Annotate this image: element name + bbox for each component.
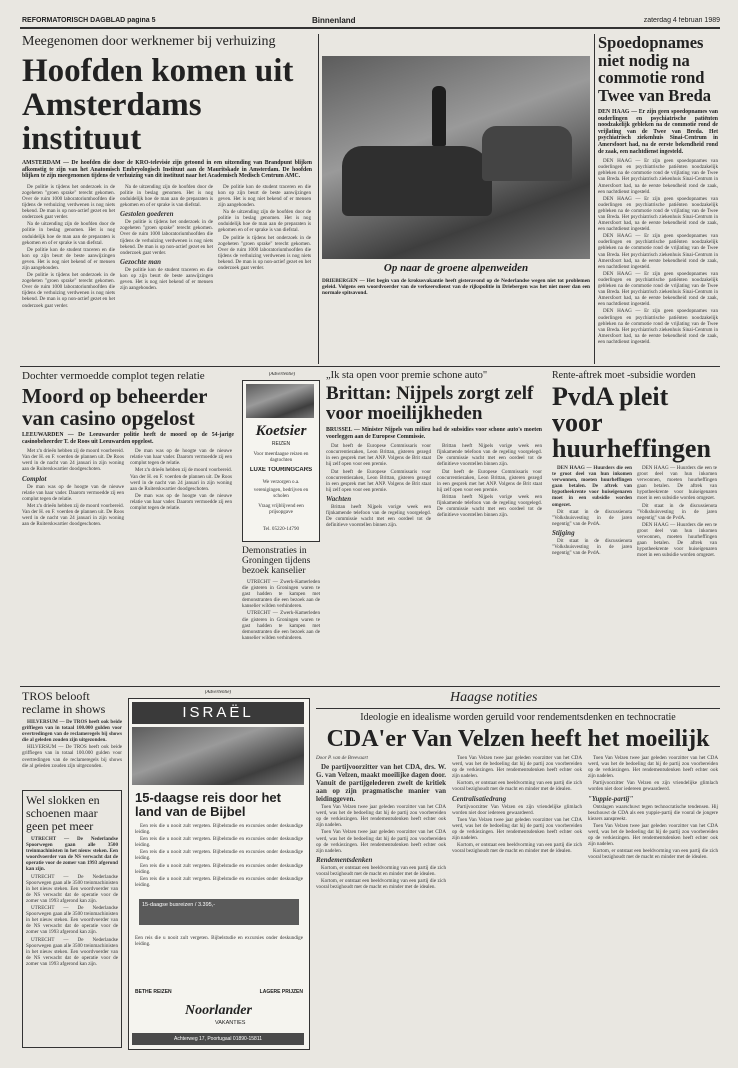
article-body-p: UTRECHT — De Nederlandse Spoorwegen gaan alle 3500 treinmachinisten in het nieuw steken. Een woordvoerder van de NS verwacht dat de operatie voor de zomer van 1993 afgerond kan zijn. xyxy=(26,936,118,967)
article-headline: TROS belooft reclame in shows xyxy=(22,690,106,716)
article-body: Toen Van Velzen twee jaar geleden voorzitter van het CDA werd, was het de bedoeling dat hij de partij zou voorbereiden op de verkiezingen. Het rendementsdenken heeft echter ook zijn nadelen. xyxy=(316,804,446,829)
article-subhead-2: Centralisatiedrang xyxy=(452,794,507,803)
article-body xyxy=(22,719,122,769)
article-body-2: Dat heeft de Europese Commissaris voor concurrentiezaken, Leon Brittan, gisteren gezegd in een gesprek met het ANP. Volgens de Brit staat hij zelf open voor een premie. xyxy=(326,468,431,493)
article-body xyxy=(26,836,118,967)
article-body xyxy=(598,158,718,345)
article-body-p: UTRECHT — De Nederlandse Spoorwegen gaan alle 3500 treinmachinisten in het nieuw steken. Een woordvoerder van de NS verwacht dat de operatie voor de zomer van 1993 afgerond kan zijn. xyxy=(26,873,118,904)
article-body-p: DEN HAAG — Er zijn geen spoedopnames van ouderlingen en psychiatrische patiënten noodzakelijk gebleken na de commotie rond de vrijlating van de Twee van Breda. Het psychiatrisch ziekenhuis Sinai-Centrum in Amersfoort had, na de eerste bekendheid rond de zaak, een nachtdienst ingesteld. xyxy=(598,233,718,270)
ad-address: Achterweg 17, Poortugaal 01890-15811 xyxy=(173,1036,263,1042)
ad-israel[interactable] xyxy=(128,698,310,1050)
ad-brand-sub: REIZEN xyxy=(271,441,291,447)
article-body-3: De politie kon de student traceren en die kon op zijn beurt de beste aanwijzingen geven. Het is nog niet bekend of er mensen zijn aangehouden. xyxy=(22,246,115,271)
article-body-4: Ontslagen waarschuwt tegen technocratische tendensen. Hij beschouwt de CDA als een yuppie-partij die vooral de jongere kiezers aanspreekt. xyxy=(588,803,718,822)
article-lead: LEEUWARDEN — De Leeuwarder politie heeft de moord op de 54-jarige casinobeheerder T. de Roos uit Leeuwarden opgelost. xyxy=(22,432,234,445)
article-body-3: Partijvoorzitter Van Velzen en zijn vriendelijke glimlach worden niet door iedereen gewaardeerd. xyxy=(452,803,582,816)
ad-footer-2: LAGERE PRIJZEN xyxy=(259,989,303,995)
article-body-cont3: DEN HAAG — Huurders die een te groot deel van hun inkomen verwonnen, moeten huurheffingen gaan betalen. De aftrek van hypotheekrente voor huiseigenaren moet in een subsidie worden omgezet. xyxy=(637,521,717,559)
article-body-4b: Toen Van Velzen twee jaar geleden voorzitter van het CDA werd, was het de bedoeling dat hij de partij zou voorbereiden op de verkiezingen. Het rendementsdenken heeft echter ook zijn nadelen. xyxy=(588,822,718,848)
article-body-cont3: Toen Van Velzen twee jaar geleden voorzitter van het CDA werd, was het de bedoeling dat hij de partij zou voorbereiden op de verkiezingen. Het rendementsdenken heeft echter ook zijn nadelen. xyxy=(588,755,718,780)
page-header-section: Binnenland xyxy=(312,16,356,25)
article-headline-2: Amsterdams instituut xyxy=(22,87,202,157)
article-body-col1 xyxy=(22,184,115,310)
ad-label: (Advertentie) xyxy=(204,690,232,695)
article-body-p: DEN HAAG — Er zijn geen spoedopnames van ouderlingen en psychiatrische patiënten noodzakelijk gebleken na de commotie rond de vrijlating van de Twee van Breda. Het psychiatrisch ziekenhuis Sinai-Centrum in Amersfoort had, na de eerste bekendheid rond de zaak, een nachtdienst ingesteld. xyxy=(598,195,718,233)
article-body-3: Met z'n drieën hebben zij de moord voorbereid. Van der H. en F. voerden de plannen uit. De Roos werd in de nacht van 24 januari in zijn woning aan de Ruiterskwartier doodgeschoten. xyxy=(22,502,124,528)
article-headline: Demonstraties in Groningen tijdens bezoek kanselier xyxy=(242,546,311,576)
haagse-notities-banner: Haagse notities xyxy=(450,690,538,705)
divider xyxy=(316,708,720,709)
article-body: De politie is tijdens het onderzoek in de zogeheten "groen sprake" terecht gekomen. Over de ruim 1000 laboratoriumhoofden die tijdens de verhuizing verdwenen is nog niets bekend. De man is op non-actief gezet en het onderzoek gaat verder. xyxy=(22,183,115,221)
article-body-col2 xyxy=(130,448,232,528)
ad-label: (Advertentie) xyxy=(268,372,296,377)
article-body-col2 xyxy=(437,443,542,529)
article-body-cont2: De politie is tijdens het onderzoek in de zogeheten "groen sprake" terecht gekomen. Over de ruim 1000 laboratoriumhoofden die tijdens de verhuizing verdwenen is nog niets bekend. De man is op non-actief gezet en het onderzoek gaat verder. xyxy=(120,219,213,256)
article-body-cont: Brittan heeft Nijpels vorige week een fijnkamende telefoon van de regeling voorgelegd. De commissie wacht met een oordeel tot de definitieve voorstellen binnen zijn. xyxy=(437,443,542,468)
ad-footer-1: BETHE REIZEN xyxy=(135,989,172,995)
ad-brand: Koetsier xyxy=(255,423,307,439)
page-header-left: REFORMATORISCH DAGBLAD pagina 5 xyxy=(22,17,156,24)
article-body-2: Na de uitzending zijn de hoofden door de politie in beslag genomen. Het is nog onduidelijk hoe de man aan de preparaten is gekomen en of er sprake is van diefstal. xyxy=(22,221,115,246)
ad-title: 15-daagse reis door het land van de Bijbel xyxy=(135,791,281,819)
ad-dates-box xyxy=(139,899,299,925)
jerusalem-image xyxy=(132,727,304,785)
article-headline: Spoedopnames niet nodig na commotie rond Twee van Breda xyxy=(598,34,712,105)
ad-line1: We verzorgen o.a. xyxy=(262,479,300,485)
article-body xyxy=(242,579,320,641)
ad-line2: verenigingen, bedrijven en scholen xyxy=(253,487,309,500)
article-body-cont: De man was op de hoogte van de nieuwe relatie van haar vader. Daarom vermoedde zij een complot tegen de relatie. xyxy=(130,448,232,467)
ad-country-banner xyxy=(132,702,304,724)
article-body-col3 xyxy=(588,755,718,891)
article-body-3: Dit staat in de discussienota "Volkshuisvesting in de jaren negentig" van de PvdA. xyxy=(552,538,632,557)
article-subhead: Wachten xyxy=(326,494,352,503)
article-body-col3 xyxy=(218,184,311,310)
article-body-cont: Na de uitzending zijn de hoofden door de politie in beslag genomen. Het is nog onduidelijk hoe de man aan de preparaten is gekomen en of er sprake is van diefstal. xyxy=(120,183,213,209)
ad-body-p: Een reis die u nooit zult vergeten. Bijbelstudie en excursies onder deskundige leiding. xyxy=(135,862,303,875)
car-shape xyxy=(342,146,492,216)
article-body-cont4: De politie kon de student traceren en die kon op zijn beurt de beste aanwijzingen geven. Het is nog niet bekend of er mensen zijn aangehouden. xyxy=(218,183,311,209)
article-kicker: „Ik sta open voor premie schone auto" xyxy=(326,370,488,381)
article-body-col2 xyxy=(452,755,582,891)
ad-brand-sub: VAKANTIES xyxy=(215,1020,246,1026)
article-body-cont2: Dit staat in de discussienota "Volkshuisvesting in de jaren negentig" van de PvdA. xyxy=(637,502,717,521)
article-body-col1 xyxy=(22,448,124,528)
article-headline: Wel slokken en schoenen maar geen pet meer xyxy=(26,793,100,833)
ad-koetsier[interactable] xyxy=(242,380,320,542)
article-body-2: Dit staat in de discussienota "Volkshuisvesting in de jaren negentig" van de PvdA. xyxy=(552,508,632,527)
article-body-2: De man was op de hoogte van de nieuwe relatie van haar vader. Daarom vermoedde zij een complot tegen de relatie. xyxy=(22,483,124,502)
article-body-col1 xyxy=(326,443,431,529)
article-body-4c: Kortom, er ontstaat een beeldvorming van een partij die zich vooral bezighoudt met de macht en minder met de idealen. xyxy=(588,848,718,861)
ad-address: Tel. 05220-14790 xyxy=(262,526,300,532)
article-body-col1 xyxy=(316,755,446,891)
ad-body xyxy=(135,823,303,889)
article-cda xyxy=(316,712,720,1048)
ad-line3: Vraag vrijblijvend een prijsopgave xyxy=(258,503,304,516)
person-shape xyxy=(432,86,446,146)
article-body-3b: Toen Van Velzen twee jaar geleden voorzitter van het CDA werd, was het de bedoeling dat hij de partij zou voorbereiden op de verkiezingen. Het rendementsdenken heeft echter ook zijn nadelen. xyxy=(452,816,582,842)
article-body-2: Kortom, er ontstaat een beeldvorming van een partij die zich vooral bezighoudt met de macht en minder met de idealen. xyxy=(316,864,446,878)
article-body-cont3: De man was op de hoogte van de nieuwe relatie van haar vader. Daarom vermoedde zij een complot tegen de relatie. xyxy=(130,492,232,512)
article-subhead: Complot xyxy=(22,474,47,483)
article-headline: CDA'er Van Velzen heeft het moeilijk xyxy=(326,726,710,752)
article-body-cont2: Dat heeft de Europese Commissaris voor concurrentiezaken, Leon Brittan, gisteren gezegd in een gesprek met het ANP. Volgens de Brit staat hij zelf open voor een premie. xyxy=(437,468,542,493)
article-body-p: HILVERSUM — De TROS heeft ook beide griffiegen van in totaal 100.000 gulden voor overtredingen van de reclameregels bij shows die al geleden zouden zijn uitgezonden. xyxy=(22,744,122,769)
article-pvda xyxy=(552,370,718,682)
article-kicker: Dochter vermoedde complot tegen relatie xyxy=(22,370,205,382)
article-ns-box xyxy=(22,790,122,1048)
article-lead: DEN HAAG — Er zijn geen spoedopnames van ouderlingen en psychiatrische patiënten noodzakelijk gebleken na de commotie rond de vrijlating van de Twee van Breda. Het psychiatrisch ziekenhuis Sinai-Centrum in Amersfoort had, na de eerste bekendheid rond de zaak, een nachtdienst ingesteld. xyxy=(598,109,718,155)
article-body-cont3: Brittan heeft Nijpels vorige week een fijnkamende telefoon van de regeling voorgelegd. De commissie wacht met een oordeel tot de definitieve voorstellen binnen zijn. xyxy=(437,493,542,519)
article-headline: PvdA pleit voor huurheffingen xyxy=(552,382,711,463)
article-body: DEN HAAG — Huurders die een te groot deel van hun inkomen verwonnen, moeten huurheffingen gaan betalen. De aftrek van hypotheekrente voor huiseigenaren moet in een subsidie worden omgezet. xyxy=(552,465,632,508)
article-body-cont6: De politie is tijdens het onderzoek in de zogeheten "groen sprake" terecht gekomen. Over de ruim 1000 laboratoriumhoofden die tijdens de verhuizing verdwenen is nog niets bekend. De man is op non-actief gezet en het onderzoek gaat verder. xyxy=(218,234,311,271)
article-headline: Brittan: Nijpels zorgt zelf voor moeilijkheden xyxy=(326,383,534,424)
ad-body-p: Een reis die u nooit zult vergeten. Bijbelstudie en excursies onder deskundige leiding. xyxy=(135,849,303,862)
article-body-cont: Toen Van Velzen twee jaar geleden voorzitter van het CDA werd, was het de bedoeling dat hij de partij zou voorbereiden op de verkiezingen. Het rendementsdenken heeft echter ook zijn nadelen. xyxy=(452,755,582,780)
article-body-p: UTRECHT — De Nederlandse Spoorwegen gaan alle 3500 treinmachinisten in het nieuw steken. Een woordvoerder van de NS verwacht dat de operatie voor de zomer van 1993 afgerond kan zijn. xyxy=(26,836,118,873)
ad-product: LUXE TOURINGCARS xyxy=(249,467,313,473)
article-body-p: HILVERSUM — De TROS heeft ook beide griffiegen van in totaal 100.000 gulden voor overtredingen van de reclameregels bij shows die al geleden zouden zijn uitgezonden. xyxy=(22,719,122,744)
article-body-p: UTRECHT — De Nederlandse Spoorwegen gaan alle 3500 treinmachinisten in het nieuw steken. Een woordvoerder van de NS verwacht dat de operatie voor de zomer van 1993 afgerond kan zijn. xyxy=(26,905,118,936)
article-kicker: Rente-aftrek moet -subsidie worden xyxy=(552,370,696,381)
ad-body-p: Een reis die u nooit zult vergeten. Bijbelstudie en excursies onder deskundige leiding. xyxy=(135,823,303,836)
article-body-2b: Kortom, er ontstaat een beeldvorming van een partij die zich vooral bezighoudt met de macht en minder met de idealen. xyxy=(316,878,446,891)
article-body: Dat heeft de Europese Commissaris voor concurrentiezaken, Leon Brittan, gisteren gezegd in een gesprek met het ANP. Volgens de Brit staat hij zelf open voor een premie. xyxy=(326,443,431,468)
article-body-p: DEN HAAG — Er zijn geen spoedopnames van ouderlingen en psychiatrische patiënten noodzakelijk gebleken na de commotie rond de vrijlating van de Twee van Breda. Het psychiatrisch ziekenhuis Sinai-Centrum in Amersfoort had, na de eerste bekendheid rond de zaak, een nachtdienst ingesteld. xyxy=(598,158,718,195)
divider xyxy=(318,34,319,364)
article-lead: AMSTERDAM — De hoofden die door de KRO-televisie zijn getoond in een uitzending van Brandpunt blijken afkomstig te zijn van het Anatomisch Embryologisch Instituut aan de Mauritskade in Amsterdam. De hoofden blijken te zijn meegenomen tijdens de verhuizing van dit instituut naar het Academisch Medisch Centrum AMC. xyxy=(22,160,312,180)
article-body-cont5: Na de uitzending zijn de hoofden door de politie in beslag genomen. Het is nog onduidelijk hoe de man aan de preparaten is gekomen en of er sprake is van diefstal. xyxy=(218,209,311,234)
section-rule xyxy=(20,366,720,367)
section-rule xyxy=(20,686,720,687)
article-headline: Moord op beheerder van casino opgelost xyxy=(22,384,208,430)
article-kicker: Meegenomen door werknemer bij verhuizing xyxy=(22,34,276,49)
article-body-p: UTRECHT — Zwerk-Kamerleden die gisteren in Groningen waren te gast hadden te kampen met demonstranten die een bezoek aan de kanselier wilden verhinderen. xyxy=(242,610,320,641)
photo-caption: DRIEBERGEN — Het begin van de krokusvakantie heeft gisteravond op de Nederlandse wegen niet tot problemen geleid. Volgens een woordvoerder van de verkeersdienst van de rijkspolitie in Driebergen was het niet meer dan een normale spitsavond. xyxy=(322,278,590,297)
page-header-date: zaterdag 4 februari 1989 xyxy=(643,17,720,24)
article-spoedopnames xyxy=(598,34,718,364)
article-body-filler: De politie is tijdens het onderzoek in de zogeheten "groen sprake" terecht gekomen. Over de ruim 1000 laboratoriumhoofden die tijdens de verhuizing verdwenen is nog niets bekend. De man is op non-actief gezet en het onderzoek gaat verder. xyxy=(22,272,115,309)
divider xyxy=(594,34,595,364)
article-subhead-2: Gezochte man xyxy=(120,257,162,266)
ad-brand: Noorlander xyxy=(185,1003,252,1018)
article-body-cont2: Met z'n drieën hebben zij de moord voorbereid. Van der H. en F. voerden de plannen uit. De Roos werd in de nacht van 24 januari in zijn woning aan de Ruiterskwartier doodgeschoten. xyxy=(130,467,232,492)
article-body-3c: Kortom, er ontstaat een beeldvorming van een partij die zich vooral bezighoudt met de macht en minder met de idealen. xyxy=(452,842,582,855)
photo-caption-title: Op naar de groene alpenweiden xyxy=(383,262,529,274)
article-demonstraties xyxy=(242,546,320,682)
article-body-3: Brittan heeft Nijpels vorige week een fijnkamende telefoon van de regeling voorgelegd. De commissie wacht met een oordeel tot de definitieve voorstellen binnen zijn. xyxy=(326,504,431,529)
ad-body-p: Een reis die u nooit zult vergeten. Bijbelstudie en excursies onder deskundige leiding. xyxy=(135,875,303,888)
article-brittan xyxy=(326,370,542,682)
article-body-col1 xyxy=(552,465,632,559)
ad-tagline: Voor meerdaagse reizen en dagtochten xyxy=(253,451,309,464)
article-lead: De partijvoorzitter van het CDA, drs. W. G. van Velzen, maakt moeilijke dagen door. Vanuit de partijgelederen zwelt de kritiek aan op zijn pragmatische manier van leidinggeven. xyxy=(316,763,446,804)
article-body-col2 xyxy=(120,184,213,310)
header-rule xyxy=(20,27,720,29)
car-shape xyxy=(482,126,572,181)
article-body-b: Toen Van Velzen twee jaar geleden voorzitter van het CDA werd, was het de bedoeling dat hij de partij zou voorbereiden op de verkiezingen. Het rendementsdenken heeft echter ook zijn nadelen. xyxy=(316,829,446,854)
article-body-p: UTRECHT — Zwerk-Kamerleden die gisteren in Groningen waren te gast hadden te kampen met demonstranten die een bezoek aan de kanselier wilden verhinderen. xyxy=(242,579,320,610)
article-headline: Hoofden komen uit xyxy=(22,53,294,89)
ad-dates: 15-daagse busreizen / 3.395,- xyxy=(142,902,216,908)
article-hoofden xyxy=(22,34,312,364)
article-subhead-3: "Yuppie-partij" xyxy=(588,794,634,803)
article-body-cont4: Partijvoorzitter Van Velzen en zijn vriendelijke glimlach worden niet door iedereen gewaardeerd. xyxy=(588,780,718,793)
article-casino xyxy=(22,370,234,682)
ad-country: ISRAËL xyxy=(182,704,254,721)
article-body-cont: DEN HAAG — Huurders die een te groot deel van hun inkomen verwonnen, moeten huurheffingen gaan betalen. De aftrek van hypotheekrente voor huiseigenaren moet in een subsidie worden omgezet. xyxy=(637,465,717,502)
article-body-p: DEN HAAG — Er zijn geen spoedopnames van ouderlingen en psychiatrische patiënten noodzakelijk gebleken na de commotie rond de vrijlating van de Twee van Breda. Het psychiatrisch ziekenhuis Sinai-Centrum in Amersfoort had, na de eerste bekendheid rond de zaak, een nachtdienst ingesteld. xyxy=(598,308,718,345)
article-byline: Door P. van de Breevaart xyxy=(316,755,368,761)
article-kicker: Ideologie en idealisme worden geruild voor rendementsdenken en technocratie xyxy=(360,712,676,723)
article-body-cont2: Kortom, er ontstaat een beeldvorming van een partij die zich vooral bezighoudt met de macht en minder met de idealen. xyxy=(452,780,582,793)
article-tros xyxy=(22,690,122,785)
article-subhead: Stijging xyxy=(552,528,575,537)
article-body-cont3: De politie kon de student traceren en die kon op zijn beurt de beste aanwijzingen geven. Het is nog niet bekend of er mensen zijn aangehouden. xyxy=(120,266,213,292)
article-body-p: DEN HAAG — Er zijn geen spoedopnames van ouderlingen en psychiatrische patiënten noodzakelijk gebleken na de commotie rond de vrijlating van de Twee van Breda. Het psychiatrisch ziekenhuis Sinai-Centrum in Amersfoort had, na de eerste bekendheid rond de zaak, een nachtdienst ingesteld. xyxy=(598,270,718,308)
article-body-col2 xyxy=(637,465,717,559)
article-subhead: Gestolen goederen xyxy=(120,210,174,219)
ad-body-2: Een reis die u nooit zult vergeten. Bijbelstudie en excursies onder deskundige leiding. xyxy=(135,935,303,948)
ad-address-bar xyxy=(132,1033,304,1045)
article-subhead: Rendementsdenken xyxy=(316,855,373,864)
article-lead: BRUSSEL — Minister Nijpels van milieu had de subsidies voor schone auto's moeten voorleggen aan de Europese Commissie. xyxy=(326,427,542,440)
ad-body-p: Een reis die u nooit zult vergeten. Bijbelstudie en excursies onder deskundige leiding. xyxy=(135,836,303,849)
article-body: Met z'n drieën hebben zij de moord voorbereid. Van der H. en F. voerden de plannen uit. De Roos werd in de nacht van 24 januari in zijn woning aan de Ruiterskwartier doodgeschoten. xyxy=(22,448,124,473)
bus-image xyxy=(246,384,314,418)
traffic-photo xyxy=(322,56,590,259)
